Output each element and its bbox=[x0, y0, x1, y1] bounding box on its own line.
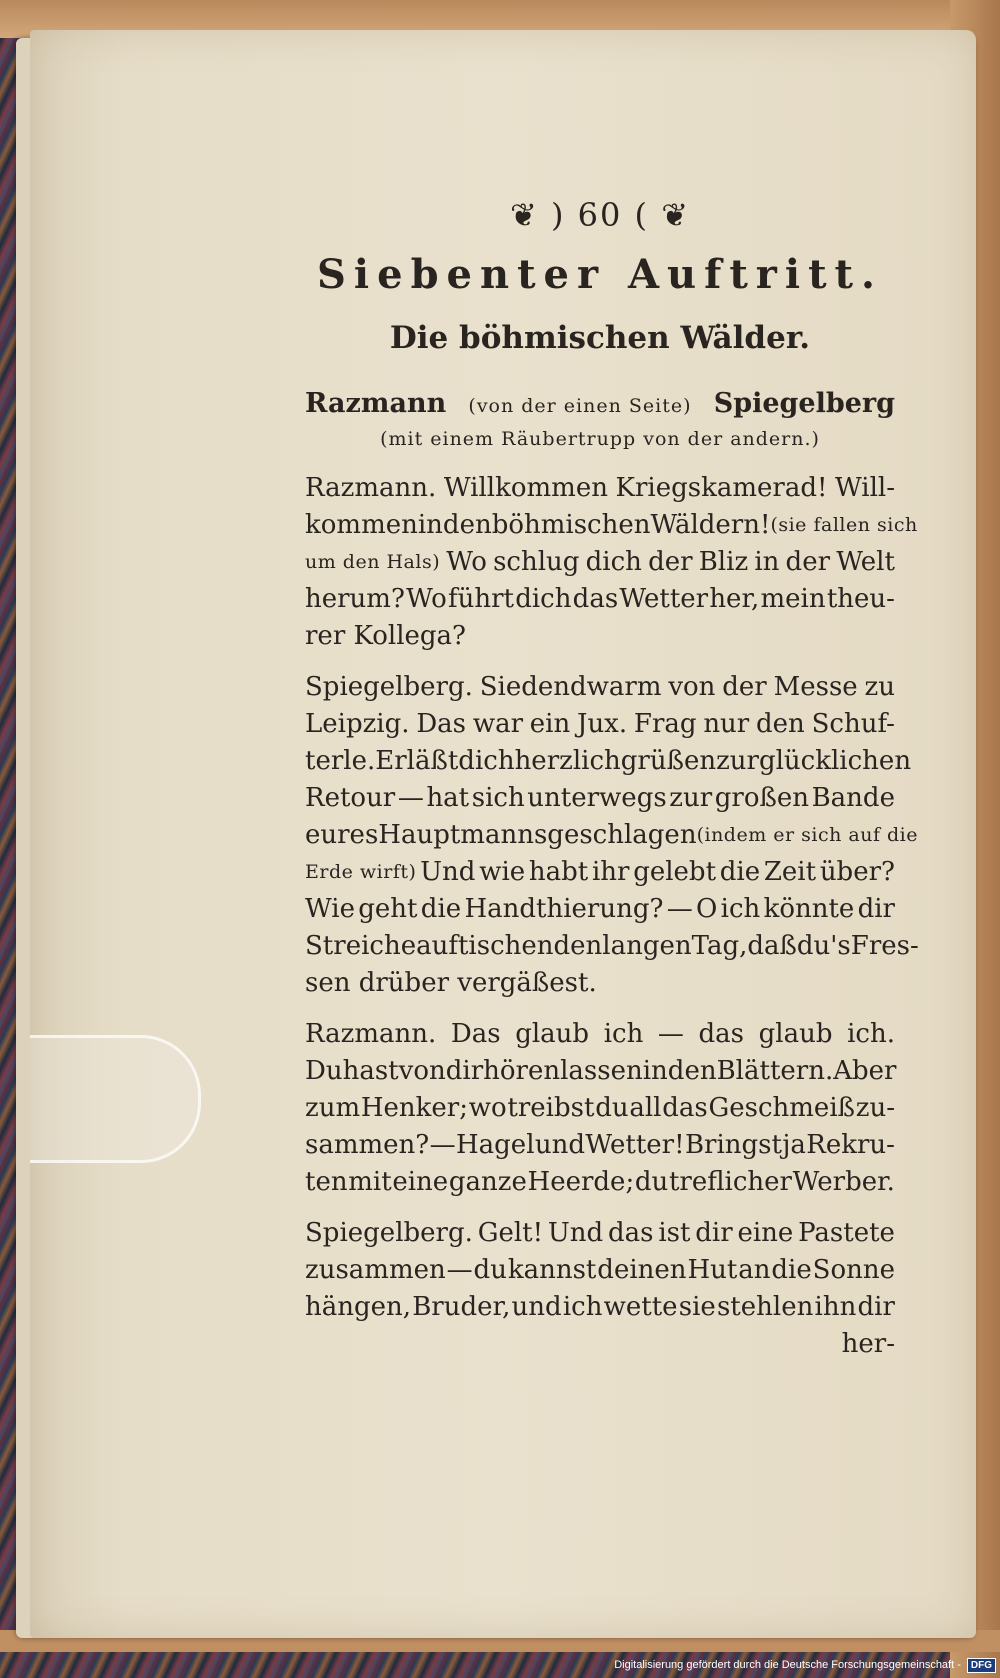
word: wie bbox=[479, 857, 526, 887]
character-name-razmann: Razmann bbox=[305, 388, 447, 419]
word: ganze bbox=[448, 1167, 527, 1197]
word: Bliz bbox=[698, 547, 749, 577]
word: ich bbox=[603, 1019, 644, 1049]
word: ist bbox=[658, 1218, 691, 1248]
word: Geschmeiß bbox=[708, 1093, 855, 1123]
word: (indem er sich auf die bbox=[696, 824, 918, 846]
word: schlug bbox=[493, 547, 580, 577]
word: die bbox=[719, 857, 761, 887]
word: Wetter! bbox=[585, 1130, 685, 1160]
word: mein bbox=[760, 584, 826, 614]
word: Retour bbox=[305, 783, 396, 813]
word: Henker; bbox=[360, 1093, 468, 1123]
word: Welt bbox=[836, 547, 895, 577]
word: hast bbox=[342, 1056, 399, 1086]
word: hören bbox=[483, 1056, 561, 1086]
word: Er bbox=[375, 746, 407, 776]
word: Das bbox=[450, 1019, 501, 1049]
word: all bbox=[629, 1093, 662, 1123]
text-line bbox=[305, 743, 912, 780]
word: Wie bbox=[305, 894, 355, 924]
word: ich. bbox=[847, 1019, 895, 1049]
word: in bbox=[754, 547, 780, 577]
word: gelebt bbox=[633, 857, 717, 887]
text-line bbox=[305, 1252, 895, 1289]
word: lassen bbox=[560, 1056, 643, 1086]
word: Messe bbox=[773, 672, 858, 702]
word: glücklichen bbox=[758, 746, 912, 776]
word: grüßen bbox=[620, 746, 717, 776]
character-name-spiegelberg: Spiegelberg bbox=[713, 388, 895, 419]
word: Gelt! bbox=[477, 1218, 544, 1248]
text-line bbox=[305, 581, 895, 618]
word: dir bbox=[857, 1292, 895, 1322]
word: Fres- bbox=[850, 931, 919, 961]
word: du bbox=[473, 1255, 507, 1285]
text-line bbox=[305, 1215, 895, 1252]
word: Hut bbox=[687, 1255, 738, 1285]
word: du bbox=[595, 1093, 629, 1123]
text-line bbox=[305, 1127, 895, 1164]
word: den bbox=[553, 931, 603, 961]
word: in bbox=[417, 510, 443, 540]
word: zusammen bbox=[305, 1255, 446, 1285]
word: von bbox=[398, 1056, 446, 1086]
word: Du bbox=[305, 1056, 343, 1086]
text-line bbox=[305, 780, 895, 817]
text-line bbox=[305, 965, 895, 1002]
word: Rekru- bbox=[806, 1130, 895, 1160]
paragraph bbox=[305, 1215, 895, 1326]
word: eures bbox=[305, 820, 379, 850]
credit-text: Digitalisierung gefördert durch die Deutsche Forschungsgemeinschaft - bbox=[614, 1659, 961, 1671]
word: — bbox=[657, 1019, 684, 1049]
dialogue bbox=[305, 470, 919, 1326]
word: eine bbox=[392, 1167, 449, 1197]
word: terle. bbox=[305, 746, 376, 776]
word: läßt bbox=[406, 746, 459, 776]
word: hängen, bbox=[305, 1292, 412, 1322]
word: auftischen bbox=[416, 931, 554, 961]
word: die bbox=[420, 894, 462, 924]
word: der bbox=[785, 547, 831, 577]
word: O bbox=[696, 894, 718, 924]
word: Wäldern! bbox=[650, 510, 771, 540]
word: dir bbox=[857, 894, 895, 924]
word: ihr bbox=[591, 857, 630, 887]
word: Razmann. bbox=[305, 473, 437, 503]
text-line bbox=[305, 1090, 895, 1127]
word: zu- bbox=[855, 1093, 895, 1123]
word: Wo bbox=[406, 584, 447, 614]
word: Zeit bbox=[763, 857, 817, 887]
word: das bbox=[698, 1019, 745, 1049]
stage-direction-line-1 bbox=[305, 386, 895, 422]
paragraph bbox=[305, 470, 918, 655]
word: um den Hals) bbox=[305, 551, 441, 573]
word: Will- bbox=[835, 473, 895, 503]
word: ich bbox=[720, 894, 761, 924]
word: ein bbox=[529, 709, 571, 739]
text-line bbox=[305, 1289, 895, 1326]
word: die bbox=[771, 1255, 812, 1285]
word: Werber. bbox=[792, 1167, 895, 1197]
word: theu- bbox=[826, 584, 895, 614]
word: an bbox=[738, 1255, 771, 1285]
word: Leipzig. bbox=[305, 709, 410, 739]
word: ihn bbox=[814, 1292, 857, 1322]
paper-clip-tab bbox=[30, 1035, 201, 1163]
word: — bbox=[446, 1255, 473, 1285]
word: dir bbox=[695, 1218, 733, 1248]
text-line bbox=[305, 928, 919, 965]
word: stehlen bbox=[716, 1292, 814, 1322]
word: Pastete bbox=[798, 1218, 895, 1248]
word: Erde wirft) bbox=[305, 861, 417, 883]
word: nur bbox=[703, 709, 750, 739]
word: Spiegelberg. bbox=[305, 1218, 473, 1248]
word: in bbox=[642, 1056, 668, 1086]
word: — bbox=[429, 1130, 456, 1160]
word: zur bbox=[669, 783, 713, 813]
word: kommen bbox=[305, 510, 418, 540]
word: daß bbox=[747, 931, 797, 961]
word: könnte bbox=[763, 894, 855, 924]
word: dich bbox=[585, 547, 642, 577]
word: das bbox=[608, 1218, 654, 1248]
text-line bbox=[305, 1164, 895, 1201]
word: den bbox=[667, 1056, 717, 1086]
word: — bbox=[666, 894, 693, 924]
word: führt bbox=[447, 584, 514, 614]
word: und bbox=[511, 1292, 562, 1322]
word: rer Kollega? bbox=[305, 621, 466, 651]
word: und bbox=[534, 1130, 586, 1160]
word: sie bbox=[678, 1292, 716, 1322]
word: der bbox=[722, 672, 767, 702]
word: habt bbox=[528, 857, 589, 887]
catchword-line bbox=[305, 1326, 895, 1363]
paragraph bbox=[305, 1016, 895, 1201]
word: Streiche bbox=[305, 931, 417, 961]
digitization-credit bbox=[614, 1654, 996, 1676]
word: Bringst bbox=[684, 1130, 782, 1160]
word: Hauptmanns bbox=[378, 820, 548, 850]
word: Spiegelberg. bbox=[305, 672, 473, 702]
word: (sie fallen sich bbox=[770, 514, 918, 536]
word: Willkommen bbox=[443, 473, 608, 503]
word: geschlagen bbox=[547, 820, 697, 850]
word: wo bbox=[468, 1093, 507, 1123]
page-text bbox=[305, 190, 919, 1359]
word: zu bbox=[864, 672, 895, 702]
word: zur bbox=[716, 746, 759, 776]
word: Hagel bbox=[455, 1130, 535, 1160]
word: Heerde; bbox=[527, 1167, 635, 1197]
word: Jux. bbox=[577, 709, 628, 739]
word: über? bbox=[819, 857, 895, 887]
word: war bbox=[472, 709, 523, 739]
word: den bbox=[442, 510, 492, 540]
word: Siedendwarm bbox=[479, 672, 662, 702]
word: zum bbox=[305, 1093, 361, 1123]
word: dir bbox=[445, 1056, 484, 1086]
word: Kriegskamerad! bbox=[615, 473, 828, 503]
stage-direction-line-2: (mit einem Räubertrupp von der andern.) bbox=[380, 428, 820, 450]
word: eine bbox=[737, 1218, 794, 1248]
word: sen drüber vergäßest. bbox=[305, 968, 597, 998]
word: kannst bbox=[507, 1255, 597, 1285]
word: dich bbox=[515, 584, 572, 614]
word: Bande bbox=[811, 783, 895, 813]
word: großen bbox=[714, 783, 809, 813]
text-line bbox=[305, 507, 918, 544]
text-line bbox=[305, 706, 895, 743]
word: treflicher bbox=[668, 1167, 792, 1197]
word: Razmann. bbox=[305, 1019, 437, 1049]
word: du's bbox=[796, 931, 851, 961]
word: den bbox=[756, 709, 805, 739]
text-line bbox=[305, 544, 895, 581]
text-line bbox=[305, 817, 918, 854]
word: das bbox=[572, 584, 619, 614]
word: dich bbox=[458, 746, 515, 776]
page-number-header: ❦ ) 60 ( ❦ bbox=[510, 196, 690, 234]
text-line bbox=[305, 470, 895, 507]
word: geht bbox=[358, 894, 418, 924]
word: Und bbox=[420, 857, 476, 887]
word: sich bbox=[471, 783, 525, 813]
word: böhmischen bbox=[491, 510, 651, 540]
word: Wo bbox=[446, 547, 487, 577]
word: herzlich bbox=[514, 746, 621, 776]
word: unterwegs bbox=[527, 783, 667, 813]
text-line bbox=[305, 891, 895, 928]
word: Und bbox=[547, 1218, 604, 1248]
text-line bbox=[305, 1053, 895, 1090]
word: herum? bbox=[305, 584, 405, 614]
word: — bbox=[397, 783, 424, 813]
word: der bbox=[648, 547, 693, 577]
word: das bbox=[662, 1093, 708, 1123]
word: glaub bbox=[758, 1019, 833, 1049]
word: von bbox=[668, 672, 716, 702]
word: du bbox=[634, 1167, 669, 1197]
word: mit bbox=[348, 1167, 392, 1197]
word: Sonne bbox=[812, 1255, 895, 1285]
word: Wetter bbox=[619, 584, 709, 614]
word: Frag bbox=[633, 709, 697, 739]
word: Schuf- bbox=[811, 709, 895, 739]
stage-note: (von der einen Seite) bbox=[468, 395, 692, 417]
scene-setting: Die böhmischen Wälder. bbox=[389, 320, 811, 356]
word: deinen bbox=[597, 1255, 687, 1285]
scene-title: Siebenter Auftritt. bbox=[317, 251, 883, 298]
text-line bbox=[305, 1016, 895, 1053]
text-line bbox=[305, 669, 895, 706]
dfg-logo: DFG bbox=[967, 1658, 996, 1673]
word: ten bbox=[305, 1167, 348, 1197]
word: sammen? bbox=[305, 1130, 430, 1160]
word: langen bbox=[602, 931, 692, 961]
word: treibst bbox=[507, 1093, 595, 1123]
paragraph bbox=[305, 669, 919, 1002]
text-line bbox=[305, 618, 895, 655]
word: wette bbox=[603, 1292, 678, 1322]
catchword: her- bbox=[841, 1329, 895, 1359]
text-line bbox=[305, 854, 895, 891]
word: Aber bbox=[833, 1056, 897, 1086]
word: ich bbox=[562, 1292, 603, 1322]
word: Blättern. bbox=[716, 1056, 834, 1086]
word: ja bbox=[782, 1130, 806, 1160]
word: glaub bbox=[515, 1019, 590, 1049]
word: Das bbox=[416, 709, 467, 739]
word: her, bbox=[709, 584, 760, 614]
word: Tag, bbox=[691, 931, 748, 961]
word: Handthierung? bbox=[464, 894, 664, 924]
word: Bruder, bbox=[412, 1292, 511, 1322]
word: hat bbox=[426, 783, 470, 813]
